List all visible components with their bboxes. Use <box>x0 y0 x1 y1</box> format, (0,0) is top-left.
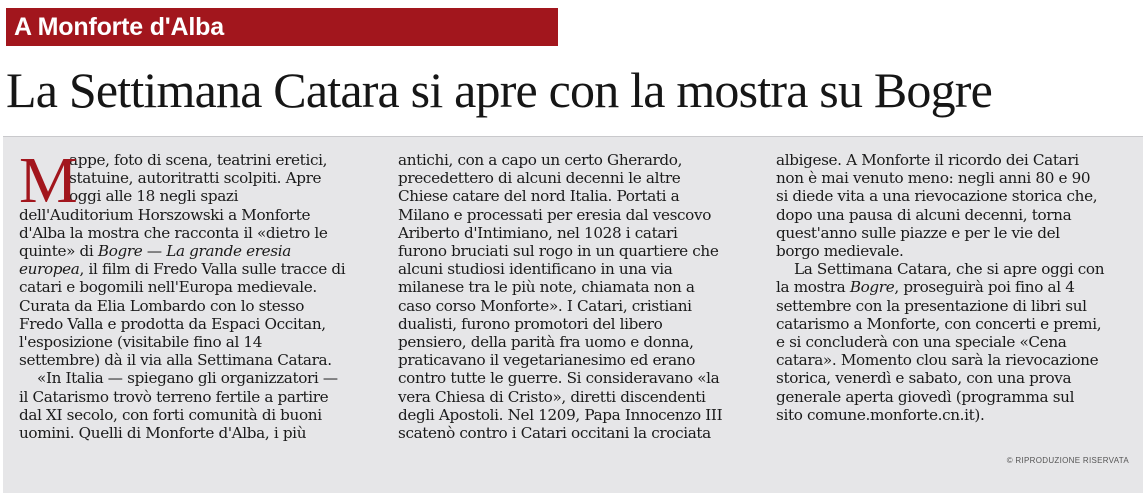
article-column-2 <box>398 151 758 442</box>
text-line: l'esposizione (visitabile fino al 14 <box>19 333 263 352</box>
text-line: settembre) dà il via alla Settimana Catara. <box>19 351 332 370</box>
text-line: non è mai venuto meno: negli anni 80 e 90 <box>776 169 1091 188</box>
text-line: dopo una pausa di alcuni decenni, torna <box>776 205 1072 224</box>
text-line: europea, il film di Fredo Valla sulle tracce di <box>19 260 346 279</box>
text-line: dell'Auditorium Horszowski a Monforte <box>19 205 311 224</box>
text-line: generale aperta giovedì (programma sul <box>776 387 1075 406</box>
text-line: Chiese catare del nord Italia. Portati a <box>398 187 680 206</box>
text-line: alcuni studiosi identificano in una via <box>398 260 673 279</box>
text-line: antichi, con a capo un certo Gherardo, <box>398 151 683 169</box>
text-line: caso corso Monforte». I Catari, cristiani <box>398 296 692 315</box>
drop-cap: M <box>19 144 78 217</box>
text-line: oggi alle 18 negli spazi <box>69 187 239 206</box>
text-line: dal XI secolo, con forti comunità di buoni <box>19 405 322 424</box>
text-line: d'Alba la mostra che racconta il «dietro le <box>19 223 328 242</box>
article-column-3 <box>776 151 1136 424</box>
article-headline: La Settimana Catara si apre con la mostra su Bogre <box>6 62 993 118</box>
text-line: quest'anno sulle piazze e per le vie del <box>776 223 1060 242</box>
text-line: catara». Momento clou sarà la rievocazione <box>776 351 1099 370</box>
text-line: Ariberto d'Intimiano, nel 1028 i catari <box>398 223 678 242</box>
text-line: La Settimana Catara, che si apre oggi con <box>794 260 1105 279</box>
text-line: Curata da Elia Lombardo con lo stesso <box>19 296 305 315</box>
copyright-notice: © RIPRODUZIONE RISERVATA <box>1006 456 1129 465</box>
text-line: quinte» di Bogre — La grande eresia <box>19 242 291 261</box>
article-column-1 <box>19 144 379 443</box>
text-line: e si concluderà con una speciale «Cena <box>776 333 1067 352</box>
text-line: storica, venerdì e sabato, con una prova <box>776 369 1072 388</box>
text-line: precedettero di alcuni decenni le altre <box>398 169 681 188</box>
text-line: dualisti, furono promotori del libero <box>398 314 663 333</box>
text-line: Fredo Valla e prodotta da Espaci Occitan, <box>19 314 326 333</box>
text-line: settembre con la presentazione di libri sul <box>776 296 1087 315</box>
article-body-box <box>3 136 1143 493</box>
text-line: contro tutte le guerre. Si consideravano «la <box>398 369 720 388</box>
text-line: Milano e processati per eresia dal vescovo <box>398 205 712 224</box>
text-line: praticavano il vegetarianesimo ed erano <box>398 351 696 370</box>
text-line: «In Italia — spiegano gli organizzatori — <box>37 369 338 388</box>
text-line: statuine, autoritratti scolpiti. Apre <box>69 169 322 188</box>
text-line: catari e bogomili nell'Europa medievale. <box>19 278 317 297</box>
text-line: borgo medievale. <box>776 242 904 261</box>
text-line: scatenò contro i Catari occitani la crociata <box>398 424 711 443</box>
text-line: pensiero, della parità fra uomo e donna, <box>398 333 694 352</box>
text-line: la mostra Bogre, proseguirà poi fino al 4 <box>776 278 1075 297</box>
text-line: il Catarismo trovò terreno fertile a partire <box>19 387 329 406</box>
text-line: sito comune.monforte.cn.it). <box>776 405 985 424</box>
text-line: uomini. Quelli di Monforte d'Alba, i più <box>19 424 307 443</box>
text-line: degli Apostoli. Nel 1209, Papa Innocenzo III <box>398 405 723 424</box>
text-line: appe, foto di scena, teatrini eretici, <box>69 151 328 169</box>
text-line: milanese tra le più note, chiamata non a <box>398 278 695 297</box>
text-line: furono bruciati sul rogo in un quartiere che <box>398 242 719 261</box>
section-kicker: A Monforte d'Alba <box>6 8 558 46</box>
text-line: si diede vita a una rievocazione storica che, <box>776 187 1098 206</box>
text-line: albigese. A Monforte il ricordo dei Catari <box>776 151 1079 169</box>
text-line: catarismo a Monforte, con concerti e premi, <box>776 314 1102 333</box>
text-line: vera Chiesa di Cristo», diretti discendenti <box>398 387 706 406</box>
